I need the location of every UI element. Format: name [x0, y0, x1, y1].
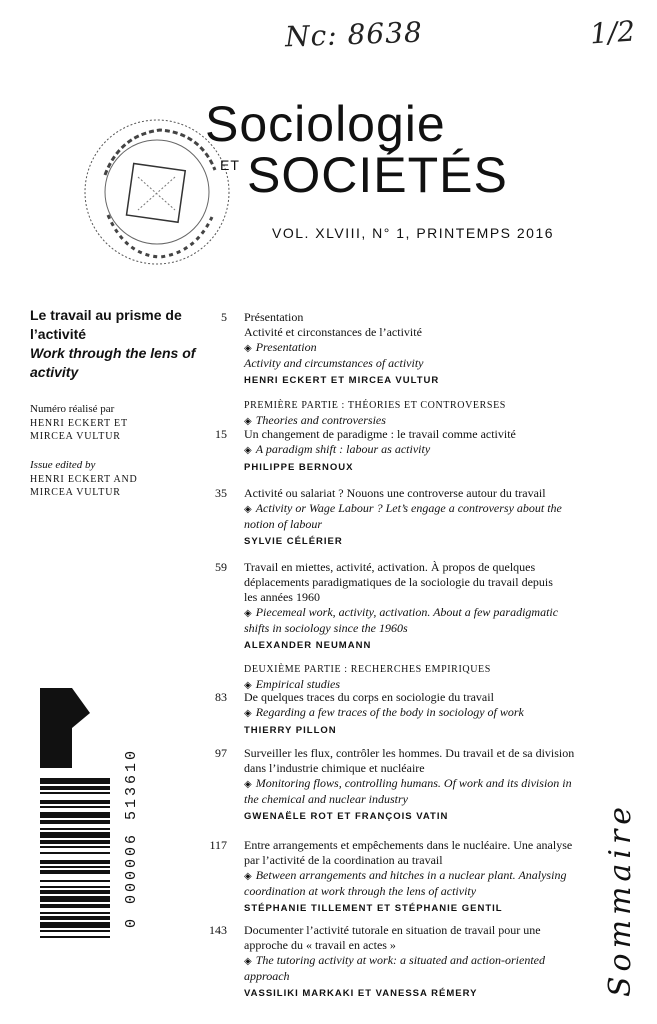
- edited-fr-name-line: HENRI ECKERT ET: [30, 418, 128, 429]
- toc-title-en-text: Presentation: [255, 340, 317, 354]
- barcode-bar: [40, 820, 110, 824]
- toc-author: ALEXANDER NEUMANN: [244, 640, 372, 651]
- toc-part-heading: [244, 398, 584, 429]
- diamond-bullet-icon: ◈: [244, 680, 252, 691]
- edited-fr-label: Numéro réalisé par: [30, 403, 115, 415]
- journal-title-line1: Sociologie: [205, 96, 446, 152]
- part-title: PREMIÈRE PARTIE : THÉORIES ET CONTROVERSES: [244, 400, 506, 411]
- toc-page-number: 83: [215, 690, 227, 704]
- toc-entry: [244, 427, 584, 475]
- journal-title-line2: SOCIÉTÉS: [247, 147, 508, 203]
- volume-info: VOL. XLVIII, N° 1, PRINTEMPS 2016: [272, 225, 555, 241]
- sommaire-text: Sommaire: [603, 801, 639, 998]
- edited-fr-names: [30, 417, 128, 443]
- toc-title-en-text: Piecemeal work, activity, activation. About a few paradigmatic: [255, 605, 559, 619]
- toc-title-en-text: Between arrangements and hitches in a nuclear plant. Analysing: [255, 868, 567, 882]
- toc-author: GWENAËLE ROT ET FRANÇOIS VATIN: [244, 811, 449, 822]
- barcode-bar: [40, 922, 110, 928]
- toc-title-en-text: Monitoring flows, controlling humans. Of work and its division in: [255, 776, 572, 790]
- toc-title-en-line: [244, 501, 584, 517]
- toc-title-line: déplacements paradigmatiques de la sociologie du travail depuis: [244, 575, 553, 589]
- toc-title-line: Présentation: [244, 310, 304, 324]
- edited-en-name-line: HENRI ECKERT AND: [30, 474, 138, 485]
- barcode-bar: [40, 806, 110, 808]
- barcode-bar: [40, 912, 110, 914]
- barcode-bar: [40, 930, 110, 932]
- toc-title-en-line: [244, 442, 584, 458]
- toc-title-line: Travail en miettes, activité, activation. À propos de quelques: [244, 560, 536, 574]
- toc-title-en-line: [244, 356, 584, 371]
- toc-author: VASSILIKI MARKAKI ET VANESSA RÉMERY: [244, 988, 478, 999]
- barcode-bar: [40, 828, 110, 830]
- issue-theme-fr: Le travail au prisme de l’activité: [30, 307, 182, 342]
- toc-title-en-line: [244, 776, 584, 792]
- toc-title-en-line: [244, 953, 584, 984]
- edited-en-label: Issue edited by: [30, 459, 96, 471]
- barcode-bar: [40, 786, 110, 790]
- diamond-bullet-icon: ◈: [244, 416, 252, 427]
- toc-title-line: De quelques traces du corps en sociologie du travail: [244, 690, 494, 704]
- toc-title-en-text: The tutoring activity at work: a situated and action-oriented approach: [244, 953, 545, 983]
- edited-fr-name-line: MIRCEA VULTUR: [30, 431, 121, 442]
- toc-author: THIERRY PILLON: [244, 725, 337, 736]
- handwritten-reference: Nc: 8638: [284, 15, 424, 54]
- toc-title-line: par l’activité de la coordination au travail: [244, 853, 443, 867]
- barcode-bar: [40, 832, 110, 838]
- barcode-bar: [40, 890, 110, 894]
- barcode-bar: [40, 840, 110, 844]
- toc-title-en-text: shifts in sociology since the 1960s: [244, 621, 408, 635]
- edited-en-names: [30, 473, 138, 499]
- toc-author: PHILIPPE BERNOUX: [244, 462, 354, 473]
- toc-entry: [244, 838, 584, 916]
- toc-entry: [244, 560, 584, 653]
- toc-title-line: Surveiller les flux, contrôler les hommes. Du travail et de sa division: [244, 746, 575, 760]
- toc-page-number: 143: [209, 923, 227, 937]
- toc-page-number: 97: [215, 746, 227, 760]
- barcode-bar: [40, 904, 110, 908]
- barcode-bar: [40, 896, 110, 902]
- diamond-bullet-icon: ◈: [244, 504, 252, 515]
- barcode-bar: [40, 886, 110, 888]
- toc-title-en-line: [244, 884, 584, 899]
- toc-page-number: 117: [209, 838, 227, 852]
- edited-en-name-line: MIRCEA VULTUR: [30, 487, 121, 498]
- barcode: [30, 688, 140, 988]
- toc-title-line: approche du « travail en actes »: [244, 938, 396, 952]
- toc-title-en-line: [244, 705, 584, 721]
- toc-title-line: dans l’industrie chimique et nucléaire: [244, 761, 425, 775]
- part-title: DEUXIÈME PARTIE : RECHERCHES EMPIRIQUES: [244, 664, 491, 675]
- barcode-bar: [40, 916, 110, 920]
- barcode-bar: [40, 792, 110, 794]
- barcode-bar: [40, 852, 110, 854]
- toc-entry: [244, 310, 584, 388]
- diamond-bullet-icon: ◈: [244, 779, 252, 790]
- toc-page-number: 35: [215, 486, 227, 500]
- toc-page-number: 59: [215, 560, 227, 574]
- toc-author: SYLVIE CÉLÉRIER: [244, 536, 343, 547]
- toc-title-en-text: A paradigm shift : labour as activity: [255, 442, 431, 456]
- journal-title-et: ET: [220, 157, 240, 173]
- issue-theme-en: Work through the lens of activity: [30, 345, 196, 380]
- barcode-bar: [40, 880, 110, 882]
- toc-title-en-line: [244, 340, 584, 356]
- barcode-bar: [40, 812, 110, 818]
- toc-entry: [244, 690, 584, 738]
- barcode-bar: [40, 866, 110, 868]
- toc-entry: [244, 923, 584, 1001]
- toc-page-number: 5: [221, 310, 227, 324]
- toc-title-line: Documenter l’activité tutorale en situation de travail pour une: [244, 923, 541, 937]
- diamond-bullet-icon: ◈: [244, 445, 252, 456]
- toc-title-en-line: [244, 792, 584, 807]
- toc-page-number: 15: [215, 427, 227, 441]
- toc-entry: [244, 746, 584, 824]
- toc-author: HENRI ECKERT ET MIRCEA VULTUR: [244, 375, 440, 386]
- toc-entry: [244, 486, 584, 549]
- barcode-bar: [40, 778, 110, 784]
- toc-title-line: les années 1960: [244, 590, 320, 604]
- toc-title-en-text: coordination at work through the lens of activity: [244, 884, 477, 898]
- barcode-bar: [40, 846, 110, 848]
- diamond-bullet-icon: ◈: [244, 956, 252, 967]
- toc-title-en-text: notion of labour: [244, 517, 323, 531]
- part-title-en-text: Empirical studies: [255, 677, 341, 691]
- toc-title-en-line: [244, 868, 584, 884]
- toc-title-en-line: [244, 621, 584, 636]
- toc-title-line: Activité ou salariat ? Nouons une controverse autour du travail: [244, 486, 546, 500]
- barcode-bar: [40, 870, 110, 874]
- barcode-digits: 0 000006 513610: [123, 747, 140, 929]
- diamond-bullet-icon: ◈: [244, 708, 252, 719]
- toc-title-en-line: [244, 517, 584, 532]
- diamond-bullet-icon: ◈: [244, 871, 252, 882]
- toc-author: STÉPHANIE TILLEMENT ET STÉPHANIE GENTIL: [244, 903, 503, 914]
- toc-part-heading: [244, 662, 584, 693]
- toc-title-line: Entre arrangements et empêchements dans le nucléaire. Une analyse: [244, 838, 573, 852]
- toc-title-en-text: the chemical and nuclear industry: [244, 792, 408, 806]
- toc-title-en-text: Activity and circumstances of activity: [244, 356, 424, 370]
- barcode-bar: [40, 936, 110, 938]
- barcode-bar: [40, 860, 110, 864]
- sommaire-label: [578, 801, 639, 998]
- diamond-bullet-icon: ◈: [244, 608, 252, 619]
- toc-title-en-text: Regarding a few traces of the body in sociology of work: [255, 705, 524, 719]
- toc-title-line: Activité et circonstances de l’activité: [244, 325, 422, 339]
- barcode-bar: [40, 800, 110, 804]
- handwritten-number: 1/2: [588, 14, 637, 51]
- toc-title-line: Un changement de paradigme : le travail comme activité: [244, 427, 516, 441]
- diamond-bullet-icon: ◈: [244, 343, 252, 354]
- toc-title-en-text: Activity or Wage Labour ? Let’s engage a controversy about the: [255, 501, 562, 515]
- toc-title-en-line: [244, 605, 584, 621]
- part-title-en-text: Theories and controversies: [255, 413, 386, 427]
